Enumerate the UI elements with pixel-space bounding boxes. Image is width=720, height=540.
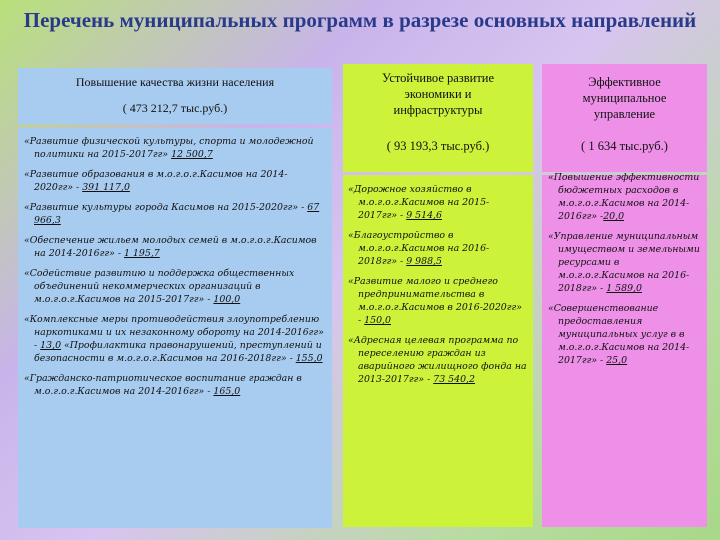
- program-amount: 100,0: [213, 294, 241, 305]
- program-amount: 1 589,0: [606, 283, 642, 294]
- program-amount: 25,0: [606, 355, 628, 366]
- column-3-heading: Эффективное муниципальное управление: [582, 75, 667, 121]
- program-item: [24, 313, 324, 365]
- program-name: «Развитие культуры города Касимов на 2015-2020гг» -: [24, 202, 308, 213]
- column-3-programs: [548, 171, 703, 374]
- program-item: [348, 334, 528, 386]
- program-name: «Адресная целевая программа по переселению граждан из аварийного жилищного фонда на 2013-2017гг» -: [348, 335, 527, 385]
- program-amount: 73 540,2: [433, 374, 475, 385]
- program-item: [348, 275, 528, 327]
- program-amount: 391 117,0: [82, 182, 130, 193]
- column-3-amount: ( 1 634 тыс.руб.): [581, 139, 668, 153]
- program-amount: 20,0: [603, 211, 625, 222]
- column-3-header: [542, 64, 707, 172]
- column-2-amount: ( 93 193,3 тыс.руб.): [386, 139, 490, 153]
- column-2-header: [343, 64, 533, 172]
- program-name: «Дорожное хозяйство в м.о.г.о.г.Касимов на 2015-2017гг» -: [348, 184, 490, 221]
- column-1-heading: Повышение качества жизни населения: [75, 75, 275, 89]
- column-2-heading: Устойчивое развитие экономики и инфраструктуры: [381, 71, 495, 117]
- program-name: «Повышение эффективности бюджетных расходов в м.о.г.о.г.Касимов на 2014-2016гг» -: [548, 172, 700, 222]
- program-amount: 13,0: [40, 340, 62, 351]
- program-name: «Управление муниципальным имуществом и земельными ресурсами в м.о.г.о.г.Касимов на 2016-2018гг» -: [548, 231, 700, 294]
- program-name: «Развитие образования в м.о.г.о.г.Касимов на 2014-2020гг» -: [24, 169, 288, 193]
- program-item: [548, 302, 703, 367]
- program-name: «Благоустройство в м.о.г.о.г.Касимов на 2016-2018гг» -: [348, 230, 490, 267]
- program-name: «Содействие развитию и поддержка общественных объединений некоммерческих организаций в м.о.г.о.г.Касимов на 2015-2017гг» -: [24, 268, 295, 305]
- program-amount: 12 500,7: [171, 149, 213, 160]
- program-amount: 150,0: [364, 315, 391, 326]
- program-name: «Развитие малого и среднего предпринимательства в м.о.г.о.г.Касимов в 2016-2020гг» -: [348, 276, 522, 326]
- program-item: [348, 229, 528, 268]
- program-amount: 165,0: [213, 386, 241, 397]
- program-name: «Обеспечение жильем молодых семей в м.о.г.о.г.Касимов на 2014-2016гг» -: [24, 235, 317, 259]
- program-name: «Профилактика правонарушений, преступлений и безопасности в м.о.г.о.г.Касимов на 2016-2018гг» -: [34, 340, 322, 364]
- program-item: [24, 267, 324, 306]
- program-item: [24, 372, 324, 398]
- program-name: «Развитие физической культуры, спорта и молодежной политики на 2015-2017гг»: [24, 136, 314, 160]
- program-item: [24, 234, 324, 260]
- program-amount: 67 966,3: [34, 202, 320, 226]
- program-item: [24, 135, 324, 161]
- page-title: Перечень муниципальных программ в разрезе основных направлений: [23, 8, 697, 32]
- column-1-header: [18, 68, 332, 124]
- program-item: [24, 201, 324, 227]
- program-amount: 1 195,7: [123, 248, 160, 259]
- program-amount: 9 514,6: [406, 210, 442, 221]
- column-2-programs: [348, 183, 528, 393]
- program-item: [548, 230, 703, 295]
- program-name: «Комплексные меры противодействия злоупотреблению наркотиками и их незаконному обороту на 2014-2016гг» -: [24, 314, 324, 351]
- column-1-amount: ( 473 212,7 тыс.руб.): [122, 101, 228, 115]
- program-item: [348, 183, 528, 222]
- program-name: «Гражданско-патриотическое воспитание граждан в м.о.г.о.г.Касимов на 2014-2016гг» -: [24, 373, 302, 397]
- column-1-programs: [24, 135, 324, 405]
- program-item: [548, 171, 703, 223]
- program-amount: 9 988,5: [406, 256, 442, 267]
- program-item: [24, 168, 324, 194]
- program-amount: 155,0: [295, 353, 323, 364]
- program-name: «Совершенствование предоставления муниципальных услуг в в м.о.г.о.г.Касимов на 2014-2017гг» -: [548, 303, 690, 366]
